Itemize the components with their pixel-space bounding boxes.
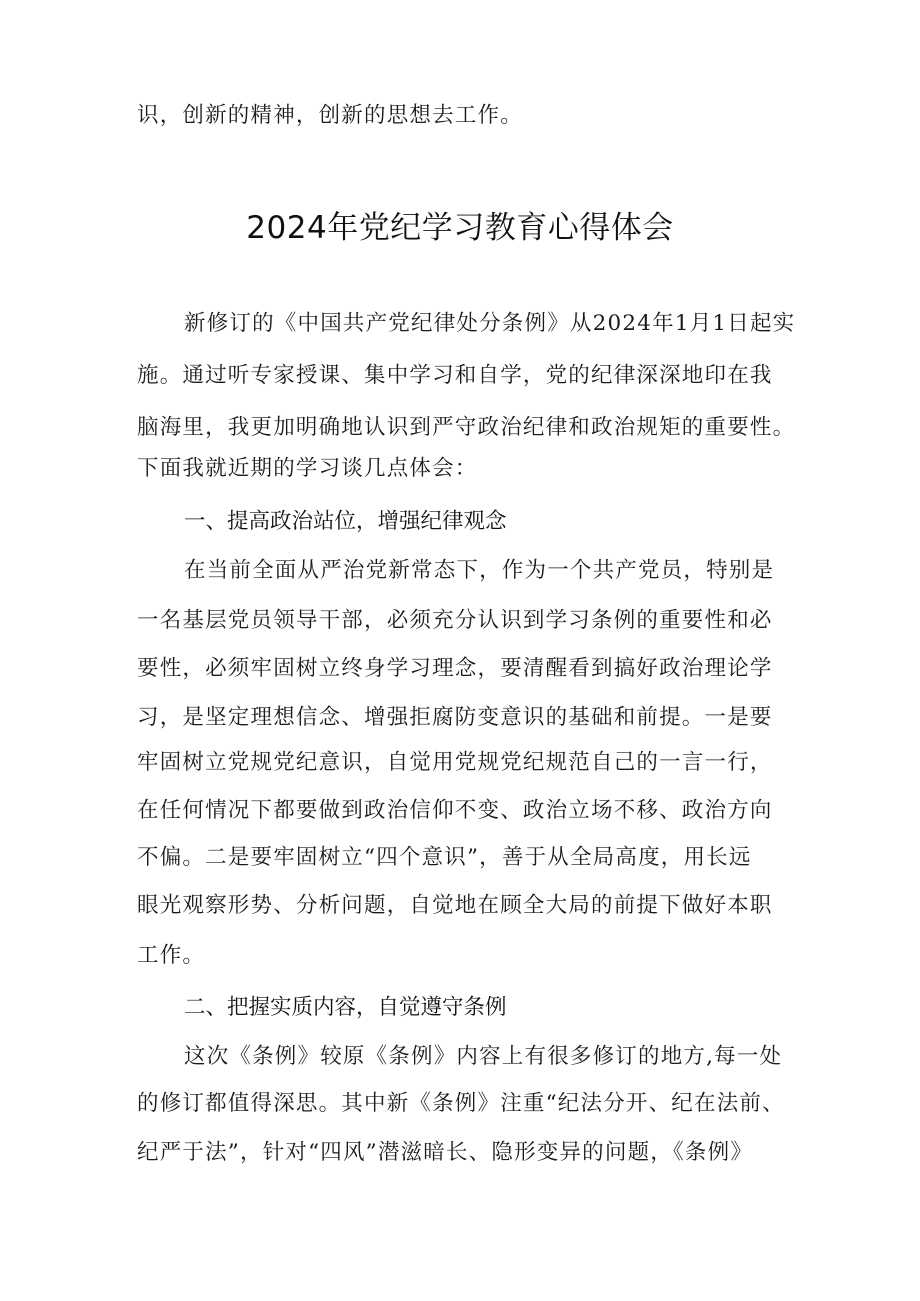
section1-line: 眼光观察形势、分析问题，自觉地在顾全大局的前提下做好本职 xyxy=(137,893,773,918)
section1-line: 习，是坚定理想信念、增强拒腐防变意识的基础和前提。一是要 xyxy=(137,705,773,730)
section2-line: 纪严于法”，针对“四风”潜滋暗长、隐形变异的问题，《条例》 xyxy=(137,1140,754,1165)
section1-line: 一名基层党员领导干部，必须充分认识到学习条例的重要性和必 xyxy=(137,608,773,633)
intro-line: 脑海里，我更加明确地认识到严守政治纪律和政治规矩的重要性。 xyxy=(137,415,796,440)
section1-line: 工作。 xyxy=(137,943,206,968)
carryover-line: 识，创新的精神，创新的思想去工作。 xyxy=(137,103,523,128)
section2-line: 的修订都值得深思。其中新《条例》注重“纪法分开、纪在法前、 xyxy=(137,1091,785,1116)
section1-line: 在任何情况下都要做到政治信仰不变、政治立场不移、政治方向 xyxy=(137,798,773,823)
intro-line: 新修订的《中国共产党纪律处分条例》从2024年1月1日起实 xyxy=(184,311,796,336)
intro-line: 施。通过听专家授课、集中学习和自学，党的纪律深深地印在我 xyxy=(137,363,773,388)
section1-line: 牢固树立党规党纪意识，自觉用党规党纪规范自己的一言一行， xyxy=(137,750,773,775)
section1-line: 不偏。二是要牢固树立“四个意识”，善于从全局高度，用长远 xyxy=(137,845,752,870)
section-heading-2: 二、把握实质内容，自觉遵守条例 xyxy=(184,995,507,1020)
intro-line: 下面我就近期的学习谈几点体会： xyxy=(137,456,478,481)
section1-line: 要性，必须牢固树立终身学习理念，要清醒看到搞好政治理论学 xyxy=(137,656,773,681)
section-heading-1: 一、提高政治站位，增强纪律观念 xyxy=(184,509,507,534)
page-title: 2024年党纪学习教育心得体会 xyxy=(246,210,674,246)
section1-line: 在当前全面从严治党新常态下，作为一个共产党员，特别是 xyxy=(184,558,775,583)
section2-line: 这次《条例》较原《条例》内容上有很多修订的地方,每一处 xyxy=(184,1044,783,1069)
